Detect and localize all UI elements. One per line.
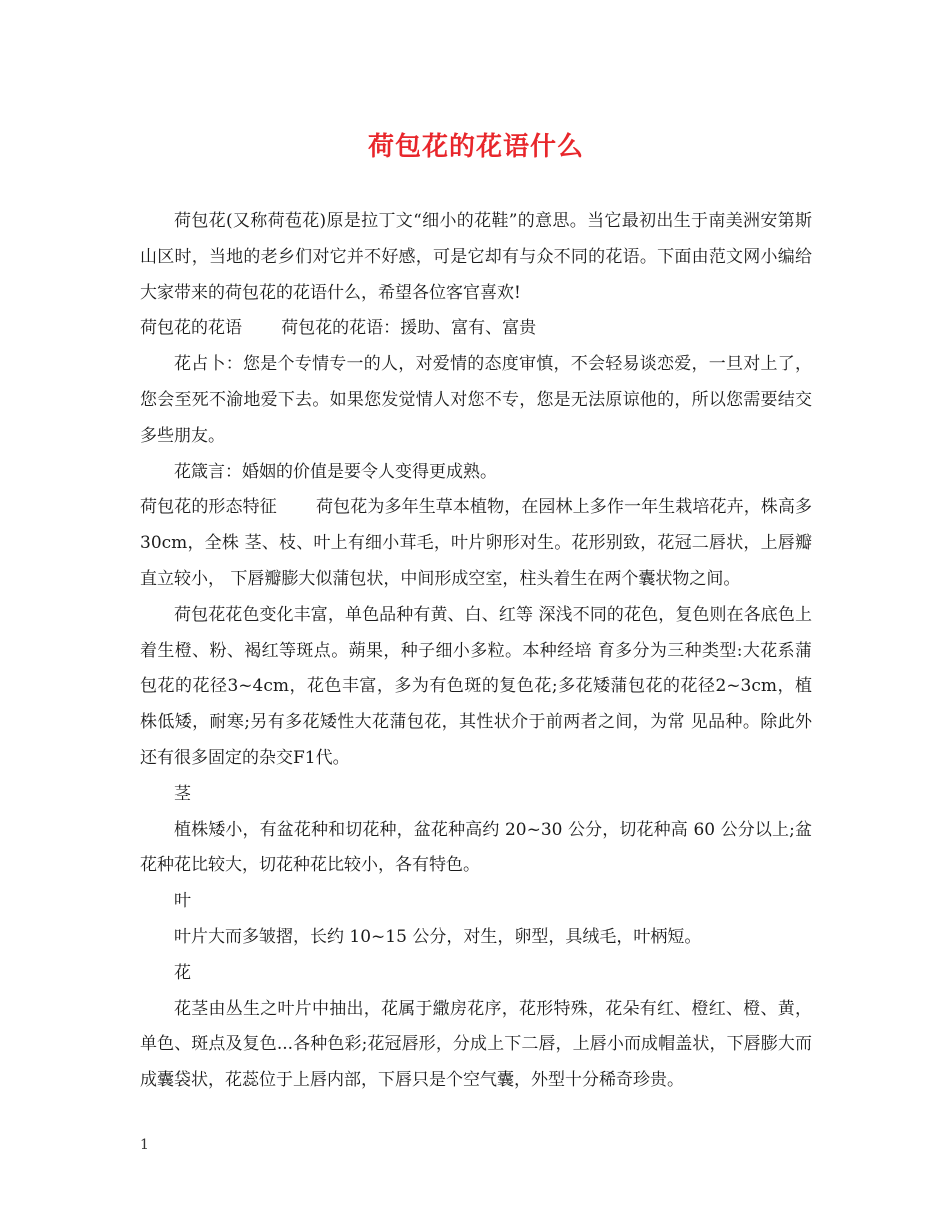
flower-language-heading: 荷包花的花语 [140, 318, 242, 339]
intro-paragraph: 荷包花(又称荷苞花)原是拉丁文“细小的花鞋”的意思。当它最初出生于南美洲安第斯山区时，当地的老乡们对它并不好感，可是它却有与众不同的花语。下面由范文网小编给大家带来的荷包花的花语什么，希望各位客官喜欢! [140, 211, 812, 303]
leaf-paragraph: 叶片大而多皱摺，长约 10~15 公分，对生，卵型，具绒毛，叶柄短。 [174, 926, 702, 947]
flower-heading: 花 [174, 962, 191, 983]
document-body [140, 204, 812, 1099]
divination-paragraph: 花占卜：您是个专情专一的人，对爱情的态度审慎，不会轻易谈恋爱，一旦对上了，您会至死不渝地爱下去。如果您发觉情人对您不专，您是无法原谅他的，所以您需要结交多些朋友。 [140, 354, 812, 446]
flower-language-line [140, 311, 812, 347]
stem-heading: 茎 [174, 783, 191, 804]
page-number: 1 [140, 1137, 149, 1153]
flower-paragraph: 花茎由丛生之叶片中抽出，花属于繖房花序，花形特殊，花朵有红、橙红、橙、黄，单色、斑点及复色...各种色彩;花冠唇形，分成上下二唇，上唇小而成帽盖状，下唇膨大而成囊袋状，花蕊位于上唇内部，下唇只是个空气囊，外型十分稀奇珍贵。 [140, 998, 812, 1091]
stem-paragraph: 植株矮小，有盆花种和切花种，盆花种高约 20~30 公分，切花种高 60 公分以上;盆花种花比较大，切花种花比较小，各有特色。 [140, 819, 812, 876]
flower-language-text: 荷包花的花语：援助、富有、富贵 [281, 318, 537, 339]
leaf-heading: 叶 [174, 891, 191, 912]
color-varieties-paragraph: 荷包花花色变化丰富，单色品种有黄、白、红等 深浅不同的花色，复色则在各底色上着生橙、粉、褐红等斑点。蒴果，种子细小多粒。本种经培 育多分为三种类型:大花系蒲包花的花径3~4cm，花色丰富，多为有色斑的复色花;多花矮蒲包花的花径2~3cm，植株低矮，耐寒;另有多花矮性大花蒲包花，其性状介于前两者之间，为常 见品种。除此外还有很多固定的杂交F1代。 [140, 604, 812, 768]
morphology-paragraph [140, 490, 812, 597]
morphology-heading: 荷包花的形态特征 [140, 497, 277, 518]
morphology-text: 荷包花为多年生草本植物，在园林上多作一年生栽培花卉，株高多30cm，全株 茎、枝、叶上有细小茸毛，叶片卵形对生。花形别致，花冠二唇状，上唇瓣直立较小， 下唇瓣膨大似蒲包状，中间形成空室，柱头着生在两个囊状物之间。 [140, 497, 813, 589]
maxim-paragraph: 花箴言：婚姻的价值是要令人变得更成熟。 [174, 461, 497, 482]
document-title: 荷包花的花语什么 [367, 132, 584, 162]
